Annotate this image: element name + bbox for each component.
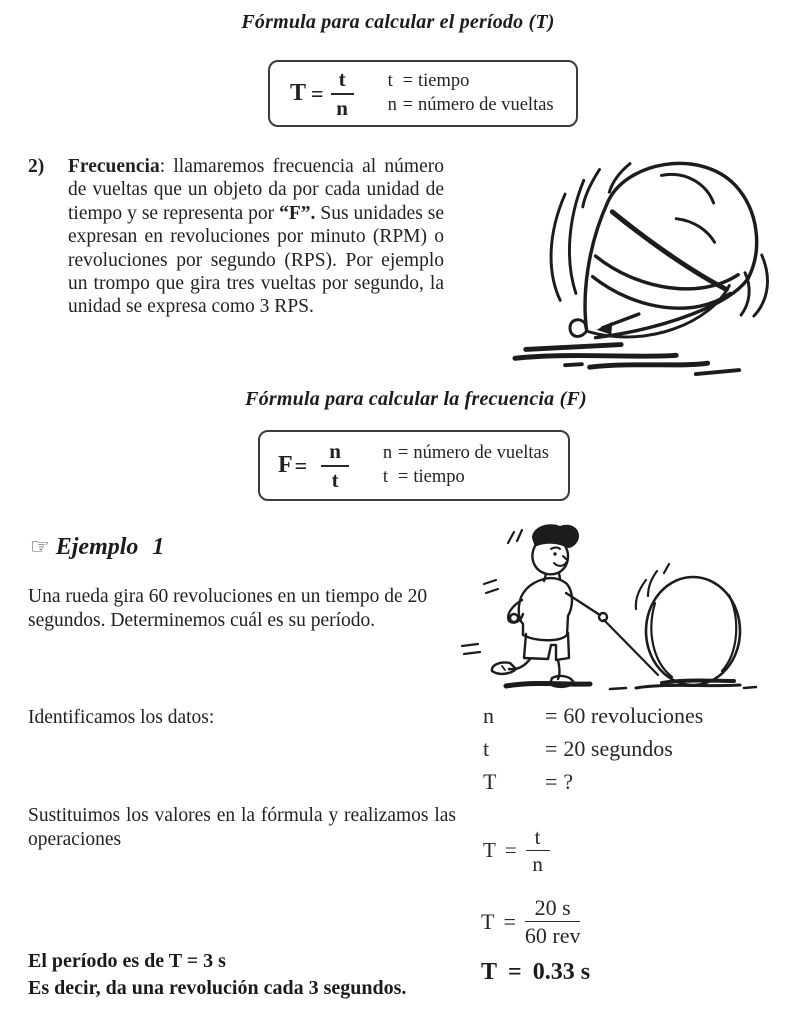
legend-meaning: tiempo <box>413 466 465 487</box>
calc-equals: = <box>503 908 516 934</box>
frequency-formula-box <box>258 430 570 501</box>
conclusion-text <box>28 948 480 1001</box>
data-symbol: T <box>483 769 497 794</box>
result-value <box>481 959 590 986</box>
formula-lhs: T <box>290 80 307 106</box>
result-equals: = <box>508 959 522 985</box>
result-number: 0.33 s <box>532 959 591 985</box>
fraction-denominator: n <box>336 95 348 120</box>
fraction-numerator: t <box>331 68 354 94</box>
frequency-section-title: Fórmula para calcular la frecuencia (F) <box>245 388 587 410</box>
legend-row <box>383 466 549 490</box>
data-row-n <box>483 703 703 736</box>
legend-meaning: tiempo <box>418 71 470 91</box>
term-frecuencia: Frecuencia <box>68 156 160 177</box>
calc-lhs: T <box>481 908 495 934</box>
legend-equals: = <box>402 94 413 115</box>
spinning-top-drawing <box>468 140 790 376</box>
fraction-denominator: t <box>331 467 339 492</box>
calculation-symbolic <box>483 826 550 875</box>
problem-statement: Una rueda gira 60 revoluciones en un tiempo de 20 segundos. Determinemos cuál es su período. <box>28 586 428 631</box>
conclusion-line-1: El período es de T = 3 s <box>28 950 226 972</box>
fraction-numerator: 20 s <box>525 896 581 922</box>
definition-part1: : llamaremos frecuencia al número de vueltas que un objeto da por cada unidad de tiempo y se representa por <box>68 156 444 224</box>
legend-meaning: número de vueltas <box>418 94 554 115</box>
legend-equals: = <box>402 71 413 91</box>
formula-fraction <box>321 440 349 490</box>
fraction-denominator: n <box>532 852 543 877</box>
calc-lhs: T <box>483 838 496 863</box>
legend-symbol: t <box>387 71 393 91</box>
formula-fraction <box>331 68 354 118</box>
frequency-formula <box>278 440 349 490</box>
frequency-definition-text <box>68 155 444 319</box>
data-row-t <box>483 736 703 769</box>
data-symbol: t <box>483 736 490 761</box>
calc-fraction <box>525 896 581 947</box>
definition-part2: Sus unidades se expresan en revoluciones por minuto (RPM) o revoluciones por segundo (RPS). Por ejemplo un trompo que gira tres vueltas por segundo, la unidad se expresa como 3 RPS. <box>68 202 445 318</box>
conclusion-line-2: Es decir, da una revolución cada 3 segundos. <box>28 976 407 999</box>
period-section-title: Fórmula para calcular el período (T) <box>241 11 555 33</box>
period-formula <box>290 68 354 118</box>
boy-rolling-wheel-drawing <box>450 518 790 696</box>
symbol-f-bold: “F”. <box>279 202 316 224</box>
legend-symbol: n <box>382 443 393 463</box>
data-equals: = <box>545 736 558 761</box>
period-formula-box <box>268 60 578 127</box>
legend-row <box>388 94 554 118</box>
data-row-T <box>483 769 703 802</box>
period-formula-legend <box>388 70 554 117</box>
legend-symbol: n <box>387 94 397 115</box>
legend-meaning: número de vueltas <box>413 443 549 463</box>
formula-equals: = <box>311 80 324 106</box>
legend-symbol: t <box>382 466 389 487</box>
data-symbol: n <box>483 703 494 728</box>
calc-equals: = <box>504 838 517 863</box>
formula-equals: = <box>294 452 308 478</box>
frequency-definition-item <box>28 155 444 319</box>
item-number: 2) <box>28 156 45 177</box>
frequency-formula-legend <box>383 442 549 489</box>
spinning-top-illustration <box>468 140 790 381</box>
substitute-instruction: Sustituimos los valores en la fórmula y realizamos las operaciones <box>28 805 456 850</box>
data-value: ? <box>563 769 574 794</box>
example-heading <box>30 534 164 561</box>
legend-equals: = <box>397 466 409 487</box>
calc-fraction <box>526 826 550 875</box>
fraction-denominator: 60 rev <box>524 923 581 949</box>
legend-row <box>388 70 554 94</box>
data-equals: = <box>545 769 558 794</box>
legend-equals: = <box>397 443 409 463</box>
legend-row <box>383 442 549 466</box>
identify-data-label: Identificamos los datos: <box>28 707 215 728</box>
pointing-hand-icon: ☞ <box>30 535 50 560</box>
data-value: 60 revoluciones <box>563 703 704 728</box>
data-value: 20 segundos <box>563 736 673 761</box>
given-data-list <box>483 703 703 802</box>
result-lhs: T <box>481 959 498 985</box>
data-equals: = <box>545 703 558 728</box>
formula-lhs: F <box>278 452 293 478</box>
fraction-numerator: n <box>321 440 349 466</box>
fraction-numerator: t <box>526 826 550 851</box>
calculation-numeric <box>481 896 580 947</box>
example-heading-text: Ejemplo 1 <box>55 534 165 560</box>
boy-rolling-wheel-illustration <box>450 518 790 701</box>
